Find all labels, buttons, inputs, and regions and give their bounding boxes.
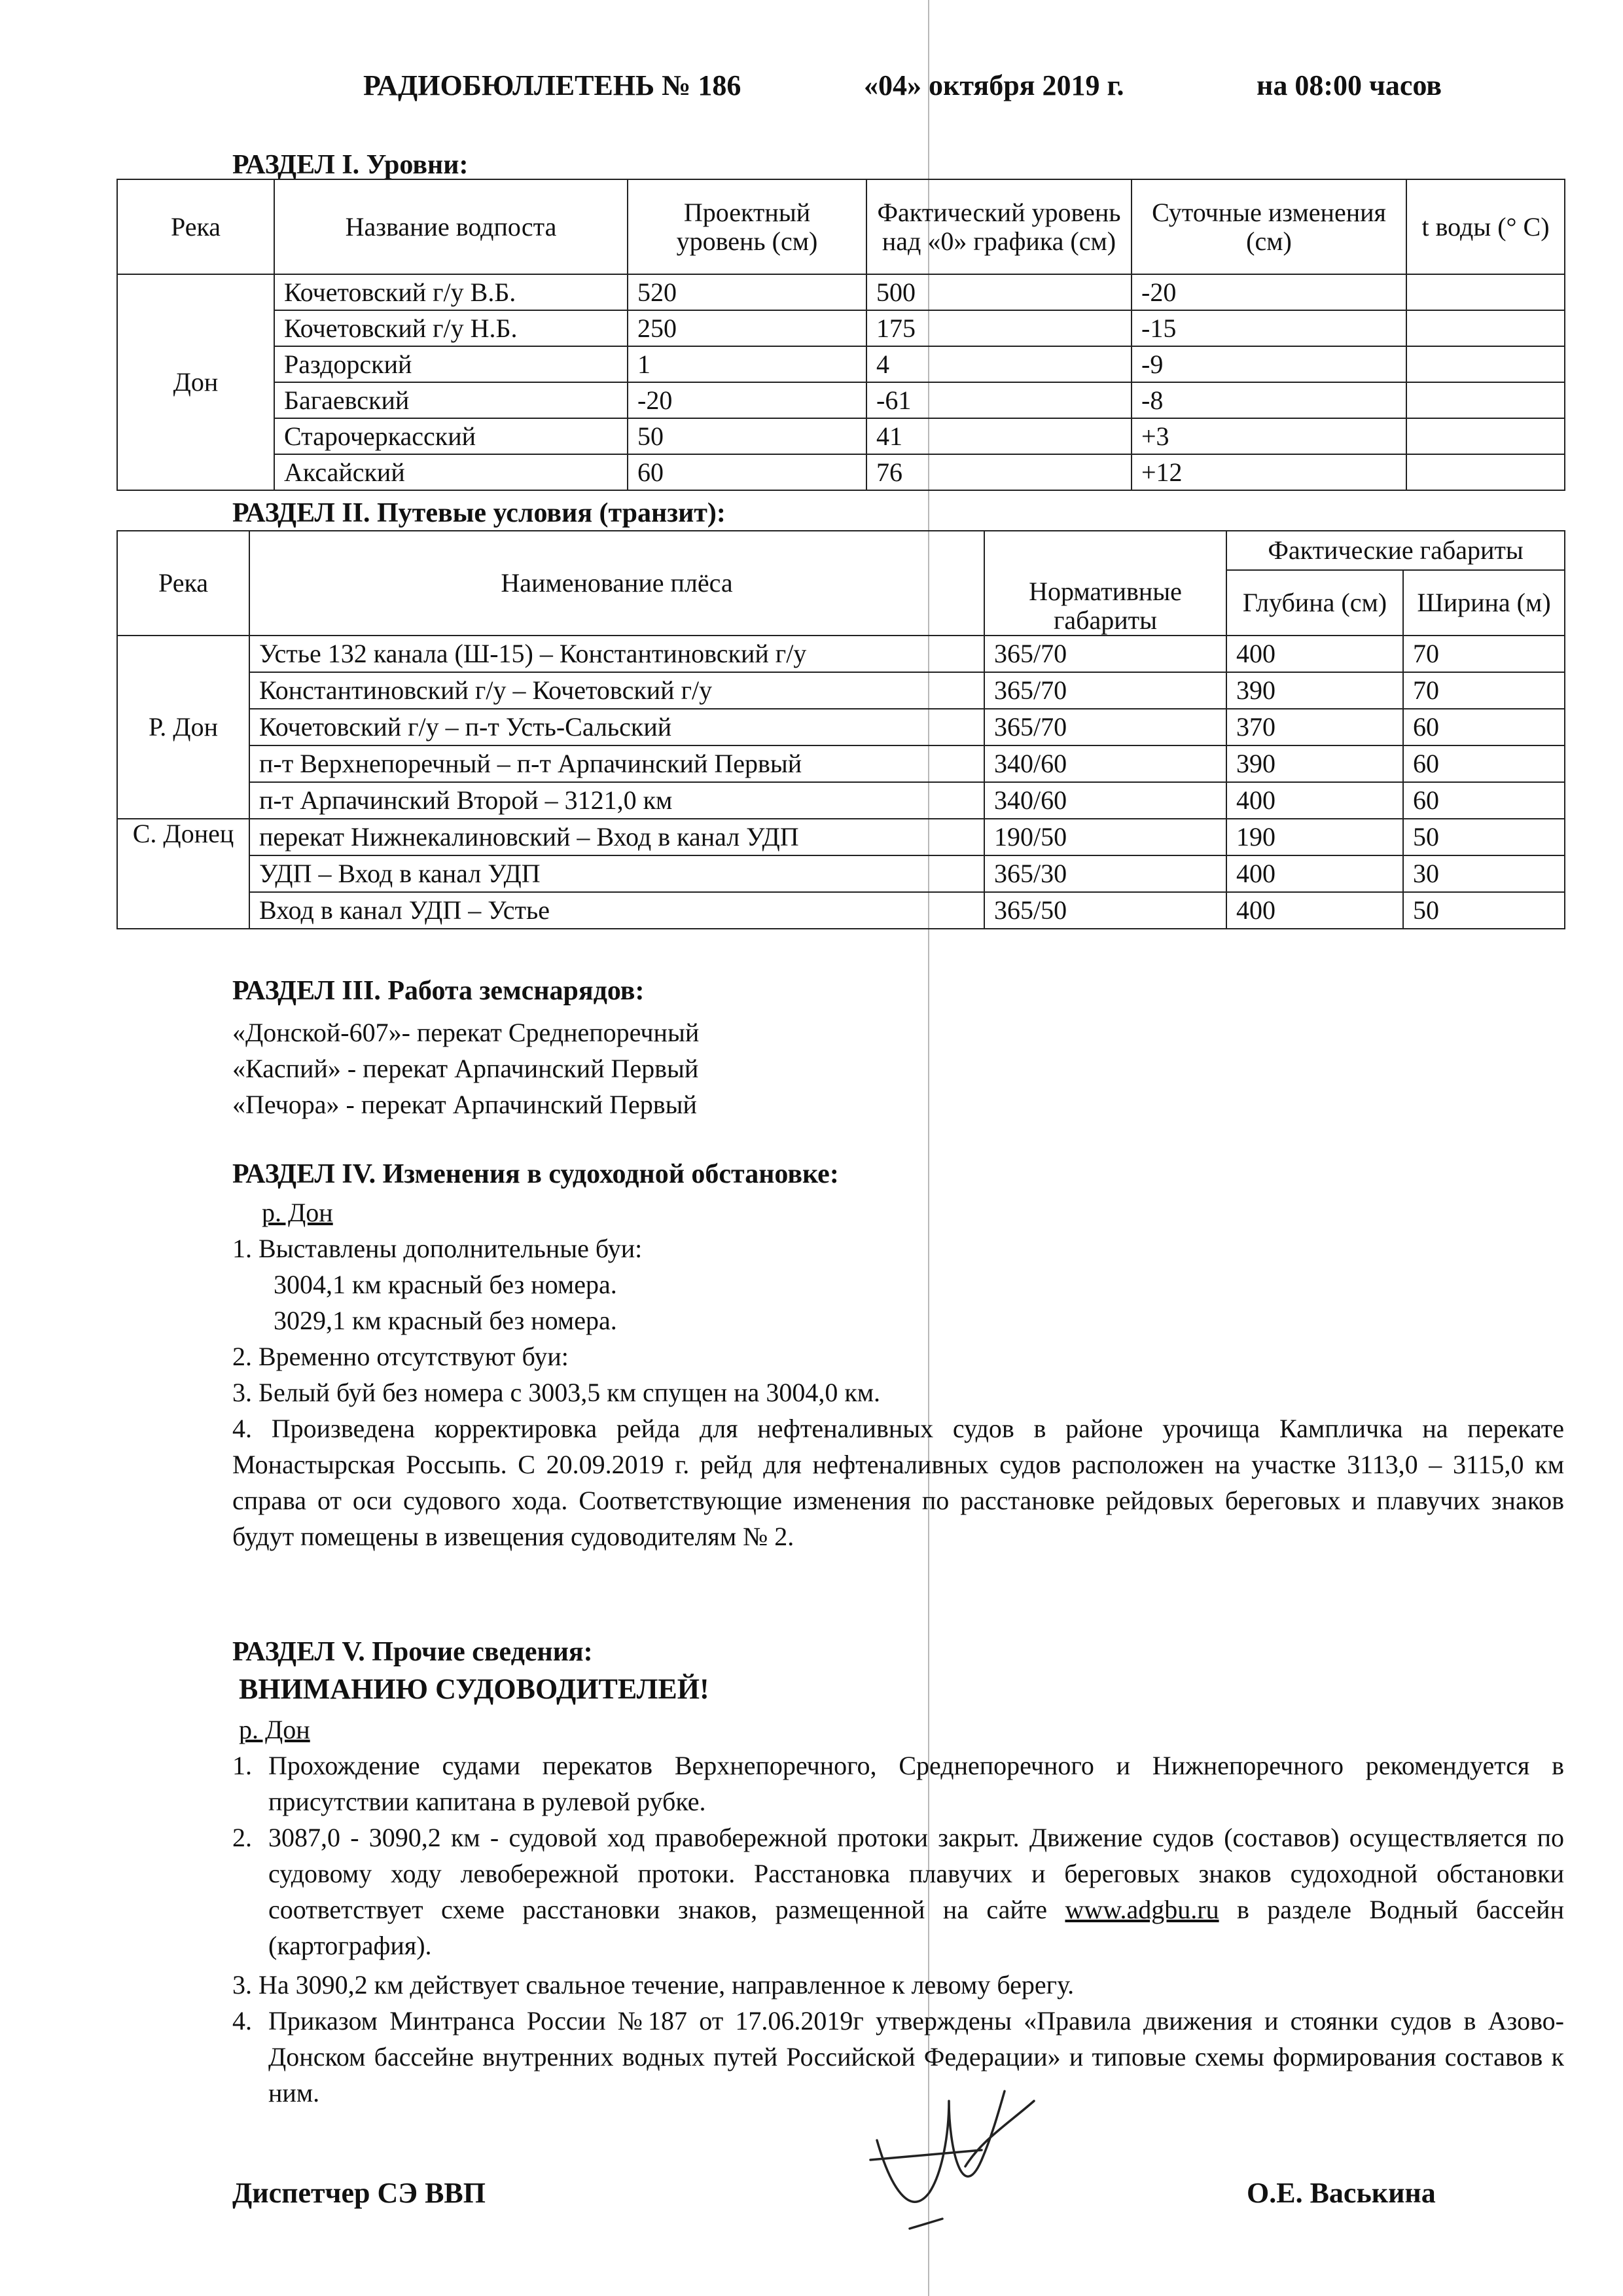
note-1: Прохождение судами перекатов Верхнепоречного, Среднепоречного и Нижнепоречного рекомендуется в присутствии капитана в рулевой рубке. xyxy=(268,1751,1564,1816)
table-row xyxy=(117,782,1565,819)
note-2 xyxy=(268,1820,1564,1964)
post-name: Багаевский xyxy=(274,382,628,418)
col-reach: Наименование плёса xyxy=(249,531,984,636)
section-3-title: РАЗДЕЛ III. Работа земснарядов: xyxy=(232,976,645,1006)
norm-dims: 365/70 xyxy=(984,636,1226,672)
norm-dims: 365/30 xyxy=(984,855,1226,892)
actual-level: 41 xyxy=(866,418,1132,454)
actual-level: 175 xyxy=(866,310,1132,346)
daily-change: -20 xyxy=(1132,274,1406,310)
post-name: Кочетовский г/у В.Б. xyxy=(274,274,628,310)
reach-name: п-т Арпачинский Второй – 3121,0 км xyxy=(249,782,984,819)
transit-table xyxy=(116,530,1565,929)
change-item-1: 1. Выставлены дополнительные буи: xyxy=(232,1234,643,1263)
change-item-1a: 3004,1 км красный без номера. xyxy=(274,1270,617,1299)
post-name: Аксайский xyxy=(274,454,628,490)
table-row xyxy=(117,636,1565,672)
actual-level: -61 xyxy=(866,382,1132,418)
change-item-2: 2. Временно отсутствуют буи: xyxy=(232,1342,569,1371)
actual-level: 76 xyxy=(866,454,1132,490)
dispatcher-name: О.Е. Васькина xyxy=(1247,2177,1436,2209)
section-1-title: РАЗДЕЛ I. Уровни: xyxy=(232,150,469,180)
table-row xyxy=(117,819,1565,855)
depth: 400 xyxy=(1226,636,1403,672)
project-level: 50 xyxy=(628,418,866,454)
table-row xyxy=(117,745,1565,782)
table-row xyxy=(117,855,1565,892)
water-temp xyxy=(1406,454,1565,490)
col-post-name: Название водпоста xyxy=(274,179,628,274)
bulletin-time: на 08:00 часов xyxy=(1257,69,1442,101)
col-project-level: Проектный уровень (см) xyxy=(628,179,866,274)
col-width: Ширина (м) xyxy=(1403,570,1565,636)
project-level: 520 xyxy=(628,274,866,310)
norm-dims: 340/60 xyxy=(984,782,1226,819)
dredger-line: «Донской-607»- перекат Среднепоречный xyxy=(232,1018,700,1047)
dredger-line: «Печора» - перекат Арпачинский Первый xyxy=(232,1090,697,1119)
width: 60 xyxy=(1403,782,1565,819)
attention-heading: ВНИМАНИЮ СУДОВОДИТЕЛЕЙ! xyxy=(239,1673,709,1705)
daily-change: +12 xyxy=(1132,454,1406,490)
col-river: Река xyxy=(117,531,249,636)
change-item-1b: 3029,1 км красный без номера. xyxy=(274,1306,617,1335)
table-row xyxy=(117,382,1565,418)
width: 60 xyxy=(1403,709,1565,745)
project-level: 250 xyxy=(628,310,866,346)
daily-change: -15 xyxy=(1132,310,1406,346)
water-temp xyxy=(1406,382,1565,418)
post-name: Кочетовский г/у Н.Б. xyxy=(274,310,628,346)
reach-name: перекат Нижнекалиновский – Вход в канал УДП xyxy=(249,819,984,855)
depth: 400 xyxy=(1226,855,1403,892)
col-actual-level: Фактический уровень над «0» графика (см) xyxy=(866,179,1132,274)
norm-dims: 365/70 xyxy=(984,709,1226,745)
water-temp xyxy=(1406,418,1565,454)
project-level: -20 xyxy=(628,382,866,418)
dispatcher-position: Диспетчер СЭ ВВП xyxy=(232,2177,486,2209)
reach-name: п-т Верхнепоречный – п-т Арпачинский Первый xyxy=(249,745,984,782)
note-2-number: 2. xyxy=(232,1823,252,1852)
daily-change: -8 xyxy=(1132,382,1406,418)
table-row xyxy=(117,346,1565,382)
change-item-3: 3. Белый буй без номера с 3003,5 км спущен на 3004,0 км. xyxy=(232,1378,881,1407)
width: 50 xyxy=(1403,892,1565,929)
note-3: 3. На 3090,2 км действует свальное течение, направленное к левому берегу. xyxy=(232,1970,1075,2000)
table-row xyxy=(117,709,1565,745)
water-temp xyxy=(1406,346,1565,382)
note-2-text-end: в разделе Водный бассейн (картография). xyxy=(268,1895,1564,1960)
table-row xyxy=(117,892,1565,929)
project-level: 60 xyxy=(628,454,866,490)
note-1-number: 1. xyxy=(232,1751,252,1780)
levels-table xyxy=(116,179,1565,491)
bulletin-title: РАДИОБЮЛЛЕТЕНЬ № 186 xyxy=(363,69,741,101)
reach-name: Вход в канал УДП – Устье xyxy=(249,892,984,929)
daily-change: +3 xyxy=(1132,418,1406,454)
project-level: 1 xyxy=(628,346,866,382)
depth: 190 xyxy=(1226,819,1403,855)
width: 70 xyxy=(1403,672,1565,709)
table-row xyxy=(117,274,1565,310)
norm-dims: 365/70 xyxy=(984,672,1226,709)
col-daily-change: Суточные изменения (см) xyxy=(1132,179,1406,274)
depth: 390 xyxy=(1226,672,1403,709)
norm-dims: 365/50 xyxy=(984,892,1226,929)
section-2-title: РАЗДЕЛ II. Путевые условия (транзит): xyxy=(232,498,726,528)
post-name: Раздорский xyxy=(274,346,628,382)
river-cell: Р. Дон xyxy=(117,636,249,819)
depth: 390 xyxy=(1226,745,1403,782)
section-4-title: РАЗДЕЛ IV. Изменения в судоходной обстановке: xyxy=(232,1159,839,1189)
col-depth: Глубина (см) xyxy=(1226,570,1403,636)
dredger-line: «Каспий» - перекат Арпачинский Первый xyxy=(232,1054,699,1083)
note-2-text: 3087,0 - 3090,2 км - судовой ход правобережной протоки закрыт. Движение судов (составов) осуществляется по судовому ходу левобережной протоки. Расстановка плавучих и береговых знаков судоходной обстановки соответствует схеме расстановки знаков, размещенной на сайте xyxy=(268,1823,1564,1924)
water-temp xyxy=(1406,310,1565,346)
norm-dims: 190/50 xyxy=(984,819,1226,855)
col-norm: Нормативные габариты xyxy=(984,531,1226,636)
section-5-title: РАЗДЕЛ V. Прочие сведения: xyxy=(232,1637,593,1667)
change-item-4: 4. Произведена корректировка рейда для нефтеналивных судов в районе урочища Кампличка на перекате Монастырская Россыпь. С 20.09.2019 г. рейд для нефтеналивных судов расположен на участке 3113,0 – 3115,0 км справа от оси судового хода. Соответствующие изменения по расстановке рейдовых береговых и плавучих знаков будут помещены в извещения судоводителям № 2. xyxy=(232,1414,1564,1551)
bulletin-date: «04» октября 2019 г. xyxy=(864,69,1124,101)
table-row xyxy=(117,454,1565,490)
depth: 400 xyxy=(1226,892,1403,929)
table-row xyxy=(117,310,1565,346)
actual-level: 4 xyxy=(866,346,1132,382)
reach-name: УДП – Вход в канал УДП xyxy=(249,855,984,892)
post-name: Старочеркасский xyxy=(274,418,628,454)
actual-level: 500 xyxy=(866,274,1132,310)
table-row xyxy=(117,672,1565,709)
col-actual-dims: Фактические габариты xyxy=(1226,531,1565,570)
site-link[interactable]: www.adgbu.ru xyxy=(1065,1895,1219,1924)
note-4-number: 4. xyxy=(232,2006,252,2036)
note-4: Приказом Минтранса России №187 от 17.06.2019г утверждены «Правила движения и стоянки судов в Азово-Донском бассейне внутренних водных путей Российской Федерации» и типовые схемы формирования составов к ним. xyxy=(268,2006,1564,2108)
levels-header-row xyxy=(117,179,1565,274)
width: 70 xyxy=(1403,636,1565,672)
width: 50 xyxy=(1403,819,1565,855)
depth: 400 xyxy=(1226,782,1403,819)
col-river: Река xyxy=(117,179,274,274)
width: 60 xyxy=(1403,745,1565,782)
reach-name: Устье 132 канала (Ш-15) – Константиновский г/у xyxy=(249,636,984,672)
depth: 370 xyxy=(1226,709,1403,745)
river-cell: Дон xyxy=(117,274,274,490)
col-water-temp: t воды (° С) xyxy=(1406,179,1565,274)
reach-name: Константиновский г/у – Кочетовский г/у xyxy=(249,672,984,709)
water-temp xyxy=(1406,274,1565,310)
table-row xyxy=(117,418,1565,454)
reach-name: Кочетовский г/у – п-т Усть-Сальский xyxy=(249,709,984,745)
signature-icon xyxy=(851,2062,1047,2232)
river-subheading: р. Дон xyxy=(262,1198,333,1227)
river-cell: С. Донец xyxy=(117,819,249,929)
daily-change: -9 xyxy=(1132,346,1406,382)
river-subheading: р. Дон xyxy=(239,1715,310,1744)
width: 30 xyxy=(1403,855,1565,892)
norm-dims: 340/60 xyxy=(984,745,1226,782)
